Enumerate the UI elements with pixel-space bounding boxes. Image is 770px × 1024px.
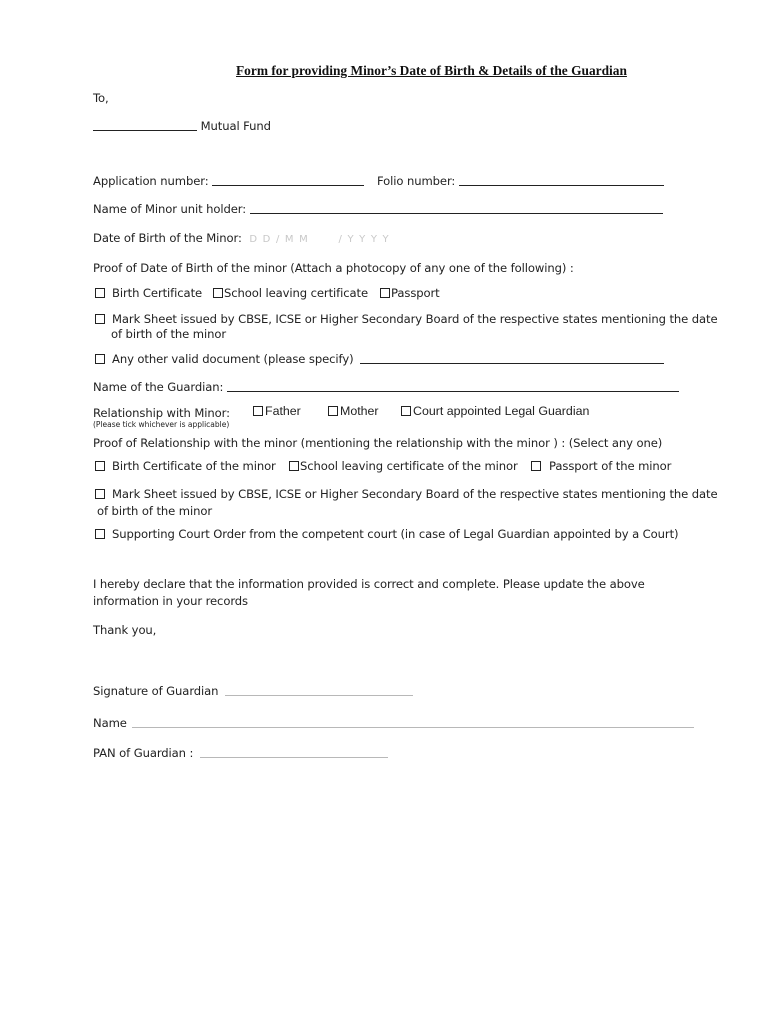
relationship-note: (Please tick whichever is applicable) xyxy=(93,420,230,429)
guardian-name-label: Name of the Guardian: xyxy=(93,380,224,394)
proof-dob-option-birth-certificate: Birth Certificate xyxy=(95,286,202,300)
minor-name-field[interactable] xyxy=(250,202,663,214)
proof-dob-option-mark-sheet: Mark Sheet issued by CBSE, ICSE or Higher Secondary Board of the respective states mentioning the date xyxy=(95,312,718,326)
pan-row xyxy=(93,746,388,760)
proof-dob-heading: Proof of Date of Birth of the minor (Attach a photocopy of any one of the following) : xyxy=(93,261,574,275)
proof-dob-option-other: Any other valid document (please specify) xyxy=(95,352,664,366)
proof-rel-option-school-leaving: School leaving certificate of the minor xyxy=(289,459,518,473)
other-document-field[interactable] xyxy=(360,352,664,364)
application-number-field[interactable] xyxy=(212,174,364,186)
relationship-option-legal-guardian: Court appointed Legal Guardian xyxy=(401,404,589,418)
declaration-line-2: information in your records xyxy=(93,594,248,608)
minor-name-row xyxy=(93,202,663,216)
relationship-option-mother: Mother xyxy=(328,404,379,418)
guardian-name-row xyxy=(93,380,679,394)
checkbox[interactable] xyxy=(289,461,299,471)
pan-label: PAN of Guardian : xyxy=(93,746,194,760)
proof-rel-option-mark-sheet: Mark Sheet issued by CBSE, ICSE or Higher Secondary Board of the respective states mentioning the date xyxy=(95,487,718,501)
proof-relationship-heading: Proof of Relationship with the minor (mentioning the relationship with the minor ) : (Select any one) xyxy=(93,436,663,450)
checkbox[interactable] xyxy=(95,529,105,539)
declaration-line-1: I hereby declare that the information provided is correct and complete. Please update the above xyxy=(93,577,645,591)
checkbox[interactable] xyxy=(213,288,223,298)
relationship-option-father: Father xyxy=(253,404,301,418)
proof-dob-option-school-leaving: School leaving certificate xyxy=(213,286,368,300)
proof-dob-option-passport: Passport xyxy=(380,286,440,300)
checkbox[interactable] xyxy=(380,288,390,298)
checkbox[interactable] xyxy=(328,406,338,416)
proof-dob-mark-sheet-line2: of birth of the minor xyxy=(111,327,226,341)
checkbox[interactable] xyxy=(95,461,105,471)
pan-field[interactable] xyxy=(200,746,388,758)
mutual-fund-blank[interactable] xyxy=(93,119,197,131)
checkbox[interactable] xyxy=(95,288,105,298)
checkbox[interactable] xyxy=(531,461,541,471)
guardian-name-field[interactable] xyxy=(227,380,679,392)
name-field[interactable] xyxy=(132,716,694,728)
proof-rel-option-birth-certificate: Birth Certificate of the minor xyxy=(95,459,276,473)
checkbox[interactable] xyxy=(253,406,263,416)
application-number-label: Application number: xyxy=(93,174,209,188)
mutual-fund-label: Mutual Fund xyxy=(200,119,271,133)
dob-label: Date of Birth of the Minor: xyxy=(93,231,242,245)
folio-number-field[interactable] xyxy=(459,174,664,186)
thank-you: Thank you, xyxy=(93,623,157,637)
folio-number-label: Folio number: xyxy=(377,174,456,188)
checkbox[interactable] xyxy=(95,489,105,499)
application-number-row xyxy=(93,174,364,188)
relationship-label: Relationship with Minor: xyxy=(93,406,230,420)
checkbox[interactable] xyxy=(401,406,411,416)
name-label: Name xyxy=(93,716,127,730)
minor-name-label: Name of Minor unit holder: xyxy=(93,202,247,216)
folio-number-row xyxy=(377,174,664,188)
proof-rel-mark-sheet-line2: of birth of the minor xyxy=(97,504,212,518)
proof-rel-option-court-order: Supporting Court Order from the competent court (in case of Legal Guardian appointed by a Court) xyxy=(95,527,678,541)
dob-yyyy-placeholder[interactable]: / Y Y Y Y xyxy=(338,234,390,245)
mutual-fund-line xyxy=(93,119,271,133)
signature-row xyxy=(93,684,413,698)
form-title: Form for providing Minor’s Date of Birth & Details of the Guardian xyxy=(236,63,627,78)
name-row xyxy=(93,716,694,730)
dob-ddmm-placeholder[interactable]: D D / M M xyxy=(249,234,309,245)
checkbox[interactable] xyxy=(95,314,105,324)
checkbox[interactable] xyxy=(95,354,105,364)
proof-rel-option-passport: Passport of the minor xyxy=(531,459,671,473)
signature-field[interactable] xyxy=(225,684,413,696)
salutation: To, xyxy=(93,91,109,105)
signature-label: Signature of Guardian xyxy=(93,684,219,698)
dob-row xyxy=(93,231,390,245)
